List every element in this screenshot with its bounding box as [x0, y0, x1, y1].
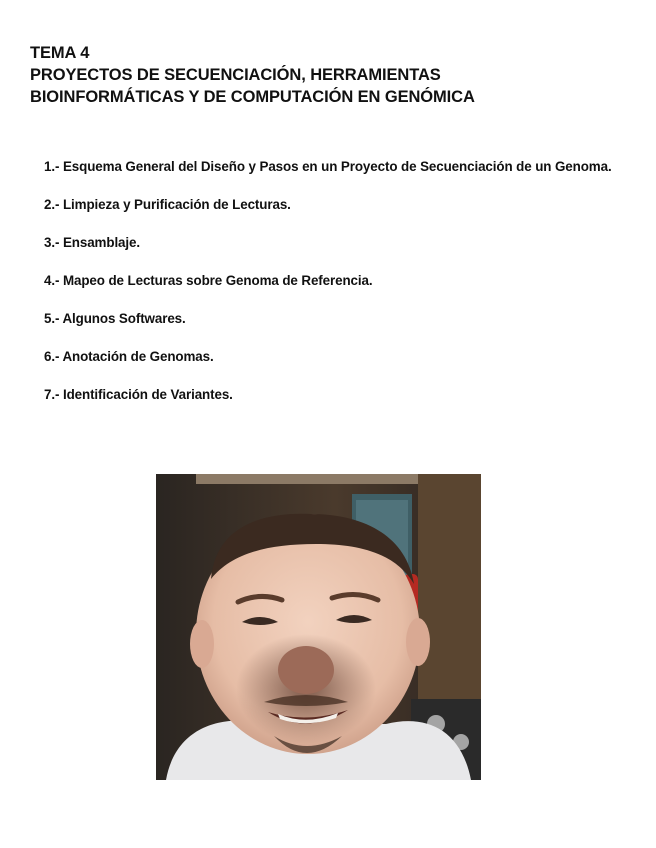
- contents-item: 6.- Anotación de Genomas.: [44, 349, 214, 364]
- topic-title-line-2: BIOINFORMÁTICAS Y DE COMPUTACIÓN EN GENÓMICA: [30, 88, 475, 106]
- contents-item: 2.- Limpieza y Purificación de Lecturas.: [44, 197, 291, 212]
- ceiling-light: [196, 474, 436, 484]
- contents-item: 5.- Algunos Softwares.: [44, 311, 186, 326]
- wood-panel: [418, 474, 481, 704]
- contents-item: 7.- Identificación de Variantes.: [44, 387, 233, 402]
- topic-number: TEMA 4: [30, 44, 90, 62]
- contents-item: 3.- Ensamblaje.: [44, 235, 140, 250]
- nose: [278, 646, 334, 694]
- contents-item: 1.- Esquema General del Diseño y Pasos en un Proyecto de Secuenciación de un Genoma.: [44, 159, 612, 174]
- contents-item: 4.- Mapeo de Lecturas sobre Genoma de Referencia.: [44, 273, 373, 288]
- portrait-photo: [156, 474, 481, 780]
- contents-list: [44, 156, 614, 422]
- topic-title-line-1: PROYECTOS DE SECUENCIACIÓN, HERRAMIENTAS: [30, 66, 441, 84]
- portrait-illustration: [156, 474, 481, 780]
- document-header: [30, 42, 630, 108]
